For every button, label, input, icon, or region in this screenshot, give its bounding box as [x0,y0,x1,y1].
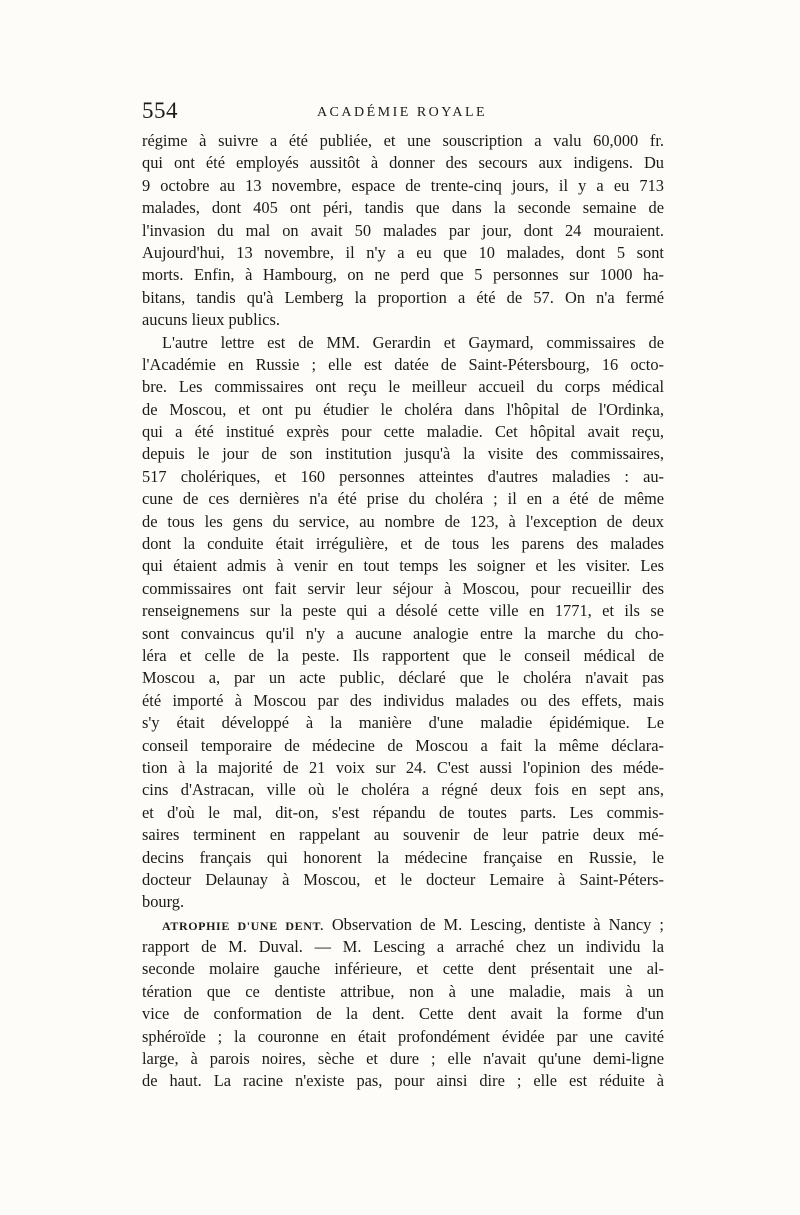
text-line [142,914,664,936]
text-line: rapport de M. Duval. — M. Lescing a arraché chez un individu la [142,937,664,957]
text-line: de Moscou, et ont pu étudier le choléra dans l'hôpital de l'Ordinka, [142,399,664,419]
text-line: depuis le jour de son institution jusqu'à la visite des commissaires, [142,444,664,464]
text-line: tion à la majorité de 21 voix sur 24. C'est aussi l'opinion des méde- [142,757,664,777]
text-line: léra et celle de la peste. Ils rapportent que le conseil médical de [142,645,664,665]
text-line: malades, dont 405 ont péri, tandis que dans la seconde semaine de [142,198,664,218]
text-line: s'y était développé à la manière d'une maladie épidémique. Le [142,713,664,733]
text-line-rest: Observation de M. Lescing, dentiste à Nancy ; [331,914,664,934]
body-text [142,130,664,1093]
page-number: 554 [142,98,178,123]
text-line: Moscou a, par un acte public, déclaré que le choléra n'avait pas [142,668,664,688]
text-line: et d'où le mal, dit-on, s'est répandu de toutes parts. Les commis- [142,802,664,822]
text-line: sont convaincus qu'il n'y a aucune analogie entre la marche du cho- [142,623,664,643]
text-line: 517 cholériques, et 160 personnes atteintes d'autres maladies : au- [142,466,664,486]
text-line: morts. Enfin, à Hambourg, on ne perd que 5 personnes sur 1000 ha- [142,265,664,285]
text-line: cune de ces dernières n'a été prise du choléra ; il en a été de même [142,489,664,509]
text-line: l'invasion du mal on avait 50 malades par jour, dont 24 mouraient. [142,220,664,240]
text-line: conseil temporaire de médecine de Moscou a fait la même déclara- [142,735,664,755]
page-header [142,98,662,126]
text-line: qui étaient admis à venir en tout temps les soigner et les visiter. Les [142,556,664,576]
text-line: tération que ce dentiste attribue, non à une maladie, mais à un [142,981,664,1001]
section-heading: ATROPHIE D'UNE DENT. [162,918,324,933]
text-line: aucuns lieux publics. [142,310,280,330]
text-line: qui a été institué exprès pour cette maladie. Cet hôpital avait reçu, [142,422,664,442]
running-head: ACADÉMIE ROYALE [316,105,488,120]
text-line: été importé à Moscou par des individus malades ou des effets, mais [142,690,664,710]
text-line: dont la conduite était irrégulière, et de tous les parens des malades [142,534,664,554]
text-line: régime à suivre a été publiée, et une souscription a valu 60,000 fr. [142,131,664,150]
text-line: bitans, tandis qu'à Lemberg la proportion a été de 57. On n'a fermé [142,287,664,307]
text-line: large, à parois noires, sèche et dure ; elle n'avait qu'une demi-ligne [142,1049,664,1069]
text-line: cins d'Astracan, ville où le choléra a régné deux fois en sept ans, [142,780,664,800]
text-line: vice de conformation de la dent. Cette dent avait la forme d'un [142,1004,664,1024]
text-line: seconde molaire gauche inférieure, et cette dent présentait une al- [142,959,664,979]
text-line: qui ont été employés aussitôt à donner des secours aux indigens. Du [142,153,664,173]
text-line: bourg. [142,892,185,912]
text-line: renseignemens sur la peste qui a désolé cette ville en 1771, et ils se [142,601,664,621]
text-line: docteur Delaunay à Moscou, et le docteur Lemaire à Saint-Péters- [142,869,664,889]
text-line: sphéroïde ; la couronne en était profondément évidée par une cavité [142,1026,664,1046]
text-line: L'autre lettre est de MM. Gerardin et Gaymard, commissaires de [162,332,664,352]
text-line: decins français qui honorent la médecine française en Russie, le [142,847,664,867]
text-line: l'Académie en Russie ; elle est datée de Saint-Pétersbourg, 16 octo- [142,354,664,374]
text-line: commissaires ont fait servir leur séjour à Moscou, pour recueillir des [142,578,664,598]
text-line: Aujourd'hui, 13 novembre, il n'y a eu que 10 malades, dont 5 sont [142,242,664,262]
text-line: de haut. La racine n'existe pas, pour ainsi dire ; elle est réduite à [142,1071,664,1091]
text-line: bre. Les commissaires ont reçu le meilleur accueil du corps médical [142,377,664,397]
text-line: 9 octobre au 13 novembre, espace de trente-cinq jours, il y a eu 713 [142,175,664,195]
text-line: saires terminent en rappelant au souvenir de leur patrie deux mé- [142,825,664,845]
text-line: de tous les gens du service, au nombre de 123, à l'exception de deux [142,511,664,531]
